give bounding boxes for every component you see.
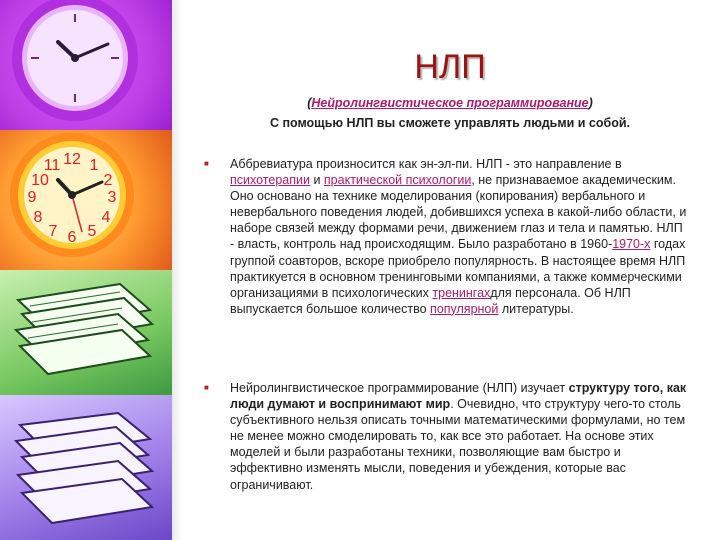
clock-numeral-11: 11 [43,157,61,174]
clock-numeral-10: 10 [31,172,49,189]
subtitle-open-paren: ( [307,96,312,110]
green-papers-image [0,270,172,395]
text-span: годах группой соавторов, вскоре приобрело популярность. В настоящее время НЛП практикуется в основном тренинговыми компаниями, а также коммерческими организациями в психологических [230,237,686,300]
text-span: , не признаваемое академическим. Оно основано на технике моделирования (копирования) вербального и невербального поведения людей, добившихся успеха в какой-либо области, и наборе связей между формами речи, движением глаз и тела и памятью. НЛП - власть, контроль над происходящим. Было разработано в 1960- [230,173,687,252]
clock-numeral-8: 8 [33,209,43,226]
bold-phrase: структуру того, как люди думают и воспринимают мир [230,381,687,412]
link-1970s[interactable]: 1970-х [612,237,651,252]
clock-numeral-5: 5 [87,223,97,240]
text-span: Аббревиатура произносится как эн-эл-пи. НЛП - это направление в [230,157,622,171]
link-popular[interactable]: популярной [430,301,499,316]
clock-numeral-7: 7 [48,223,58,240]
text-span: . Очевидно, что структуру чего-то столь субъективного нельзя описать точными математическими формулами, но тем не менее можно смоделировать то, как все это работает. На основе этих моделей и были разработаны техники, позволяющие вам быстро и эффективно изменять мысли, поведения и убеждения, которые вас ограничивают. [230,397,686,492]
purple-clock-image [0,0,172,130]
papers-stack-icon [0,395,172,540]
clock-numeral-6: 6 [67,229,77,246]
subtitle-close-paren: ) [588,96,593,110]
bullet-icon: ■ [204,159,209,168]
clock-numeral-3: 3 [107,189,117,206]
purple-papers-image [0,395,172,540]
lead-sentence: С помощью НЛП вы сможете управлять людьми и собой. [269,116,631,130]
clock-numeral-2: 2 [103,172,113,189]
text-span: для персонала. Об НЛП выпускается большое количество [230,285,631,316]
paragraph-1 [230,156,690,317]
slide-subtitle [180,96,720,110]
orange-clock-icon [0,130,172,270]
clock-numeral-4: 4 [101,209,111,226]
decorative-image-strip [0,0,172,540]
text-span: Нейролингвистическое программирование (НЛП) изучает [230,381,569,395]
slide-title: НЛП [414,48,486,86]
bullet-icon: ■ [204,383,209,392]
link-practical-psychology[interactable]: практической психологии [323,173,472,188]
orange-clock-image [0,130,172,270]
text-span: и [309,173,324,188]
clock-numeral-9: 9 [27,189,37,206]
clock-numeral-1: 1 [89,157,99,174]
clock-numeral-12: 12 [63,151,81,168]
link-psychotherapy[interactable]: психотерапии [230,173,310,188]
papers-stack-icon [0,270,172,395]
purple-clock-icon [0,0,172,130]
paragraph-2 [230,380,690,493]
subtitle-link[interactable]: Нейролингвистическое программирование [311,96,589,110]
text-span: литературы. [498,301,574,316]
link-trainings[interactable]: тренингах [432,285,491,300]
